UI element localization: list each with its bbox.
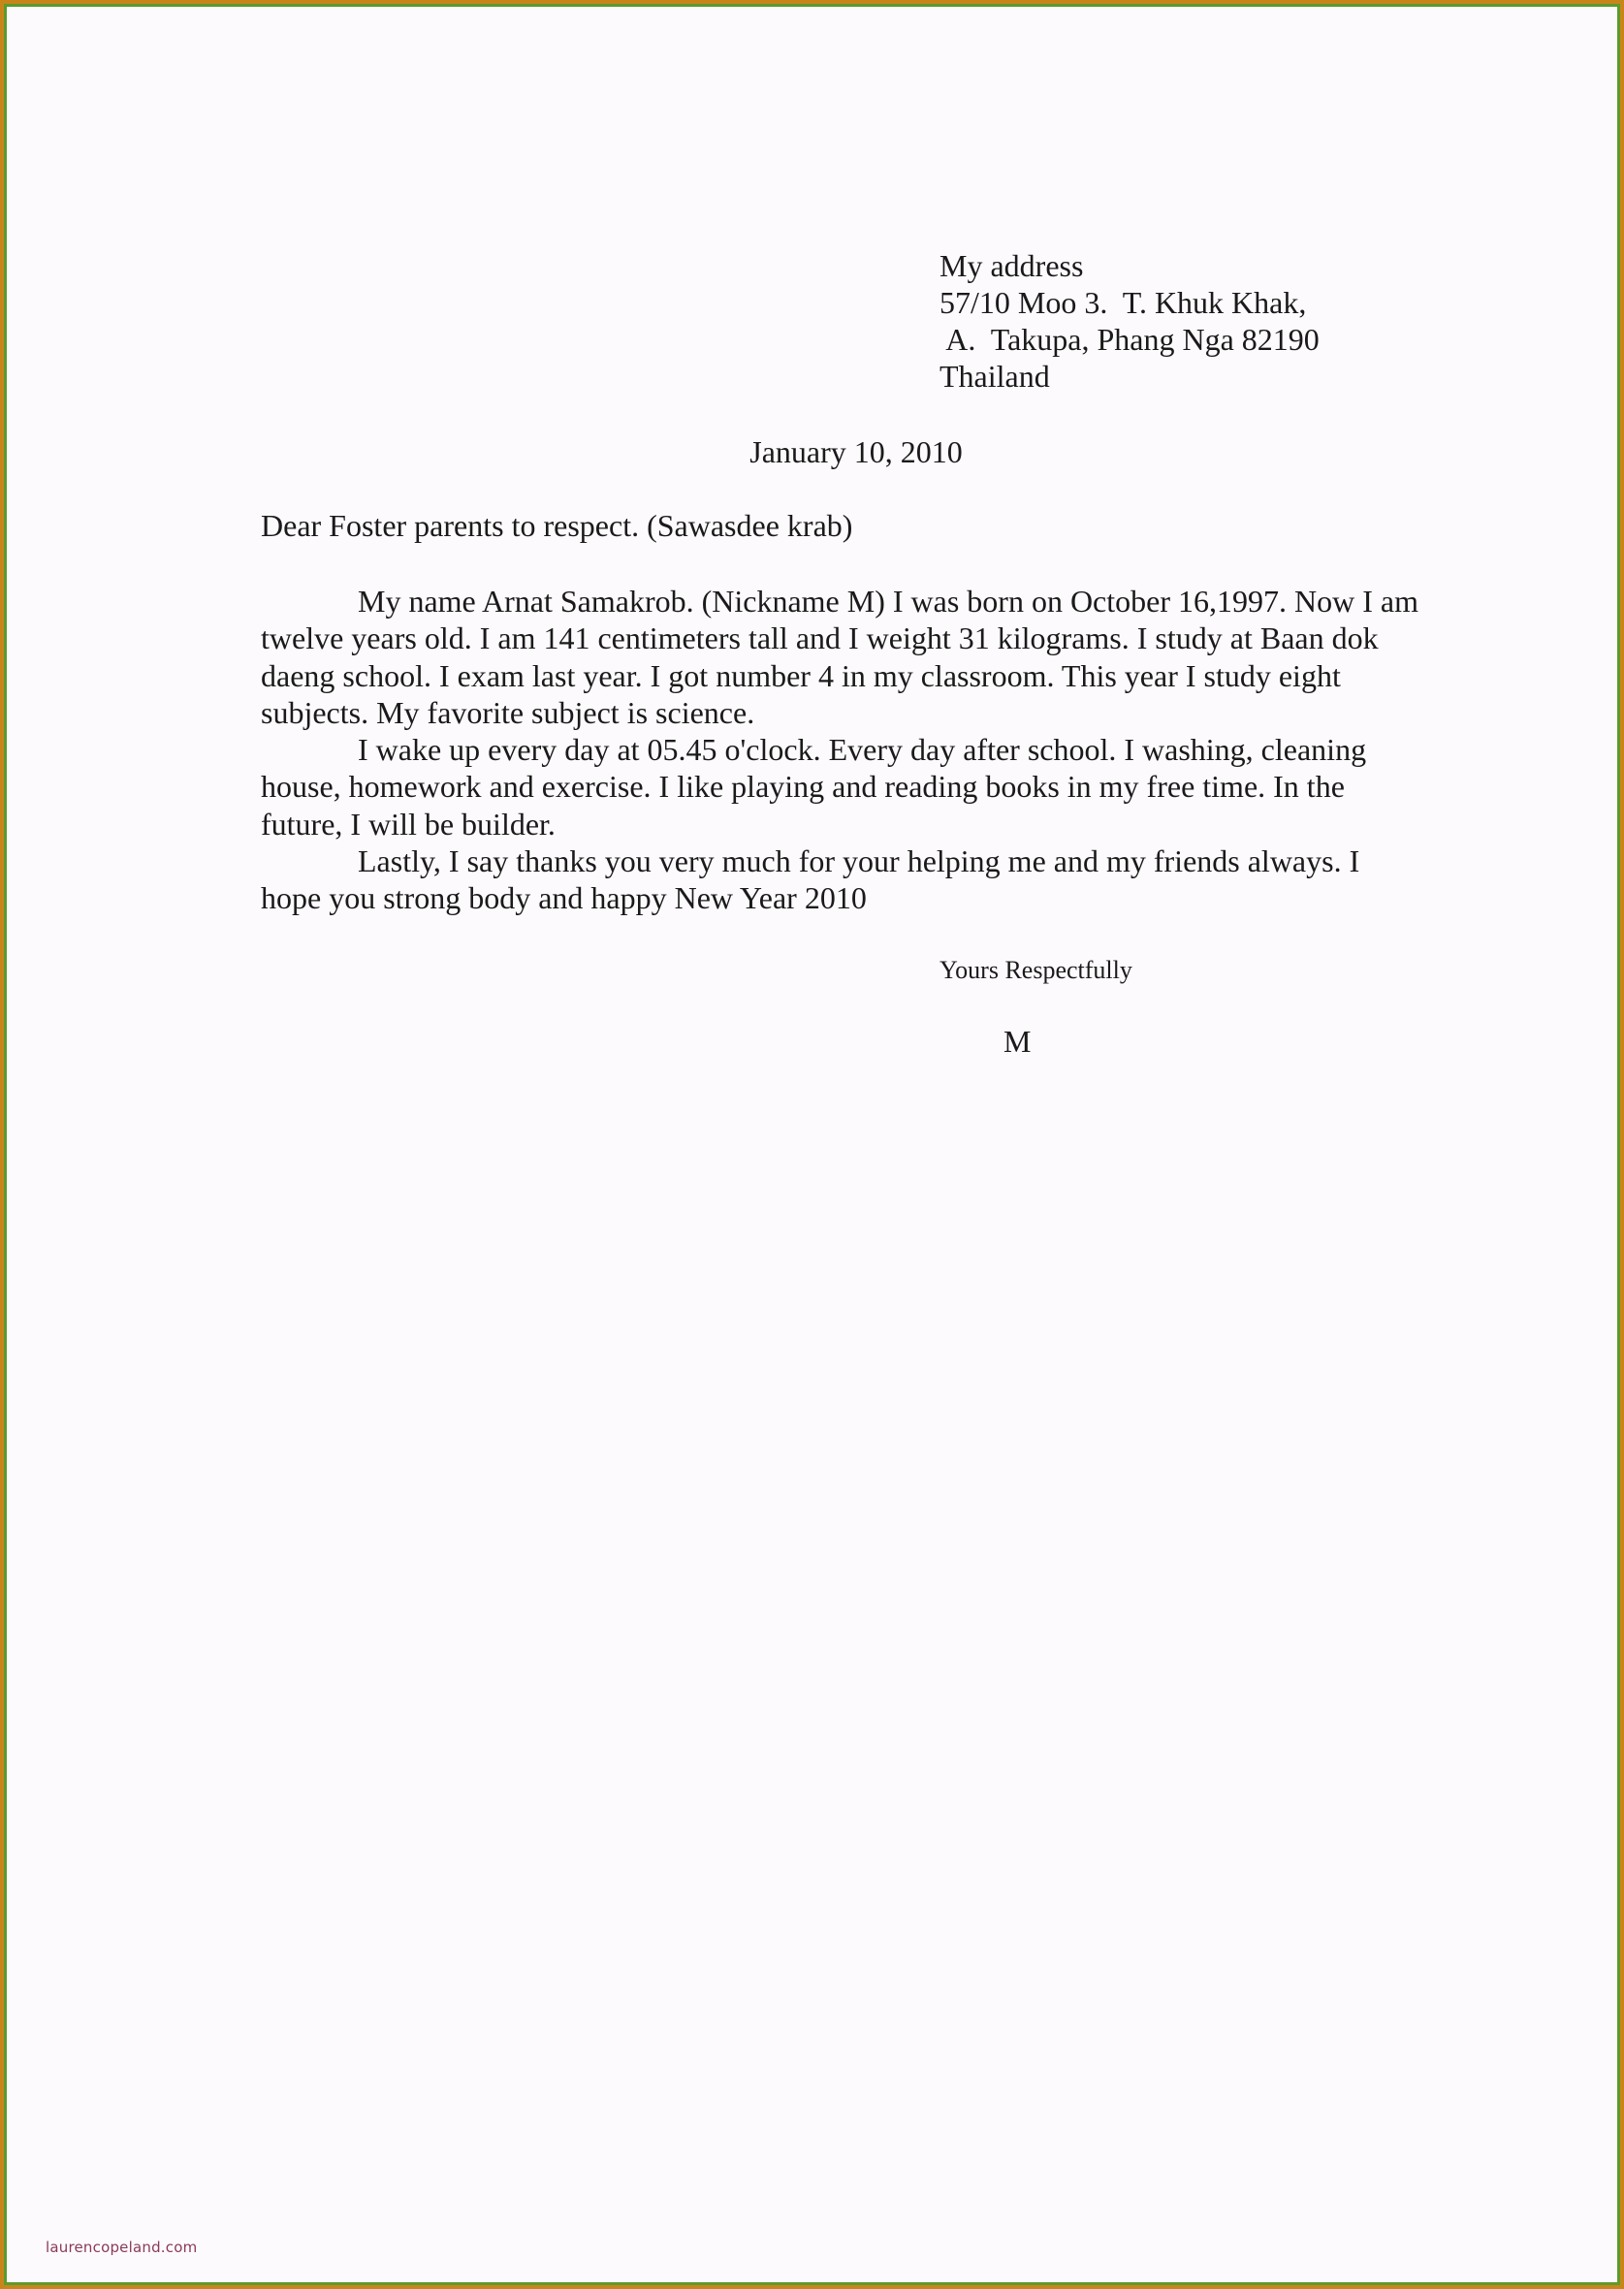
address-label: My address (939, 248, 1084, 283)
body-paragraph-3: Lastly, I say thanks you very much for your helping me and my friends always. I hope you strong body and happy New Year 2010 (261, 843, 1360, 916)
signature: M (1003, 1024, 1032, 1059)
body-paragraph-1: My name Arnat Samakrob. (Nickname M) I was born on October 16,1997. Now I am twelve years old. I am 141 centimeters tall and I weight 31 kilograms. I study at Baan dok daeng school. I exam last year. I got number 4 in my classroom. This year I study eight subjects. My favorite subject is science. (261, 584, 1418, 730)
sender-address (939, 247, 1320, 395)
body-paragraph-2: I wake up every day at 05.45 o'clock. Every day after school. I washing, cleaning house, homework and exercise. I like playing and reading books in my free time. In the future, I will be builder. (261, 732, 1367, 842)
closing: Yours Respectfully (939, 956, 1132, 984)
salutation: Dear Foster parents to respect. (Sawasdee krab) (261, 508, 853, 543)
watermark: laurencopeland.com (46, 2239, 198, 2256)
letter-date: January 10, 2010 (749, 434, 963, 469)
letter-body (261, 583, 1424, 917)
letter-page (4, 4, 1620, 2285)
address-line-3: Thailand (939, 359, 1050, 394)
address-line-2: A. Takupa, Phang Nga 82190 (939, 322, 1320, 357)
address-line-1: 57/10 Moo 3. T. Khuk Khak, (939, 285, 1307, 320)
